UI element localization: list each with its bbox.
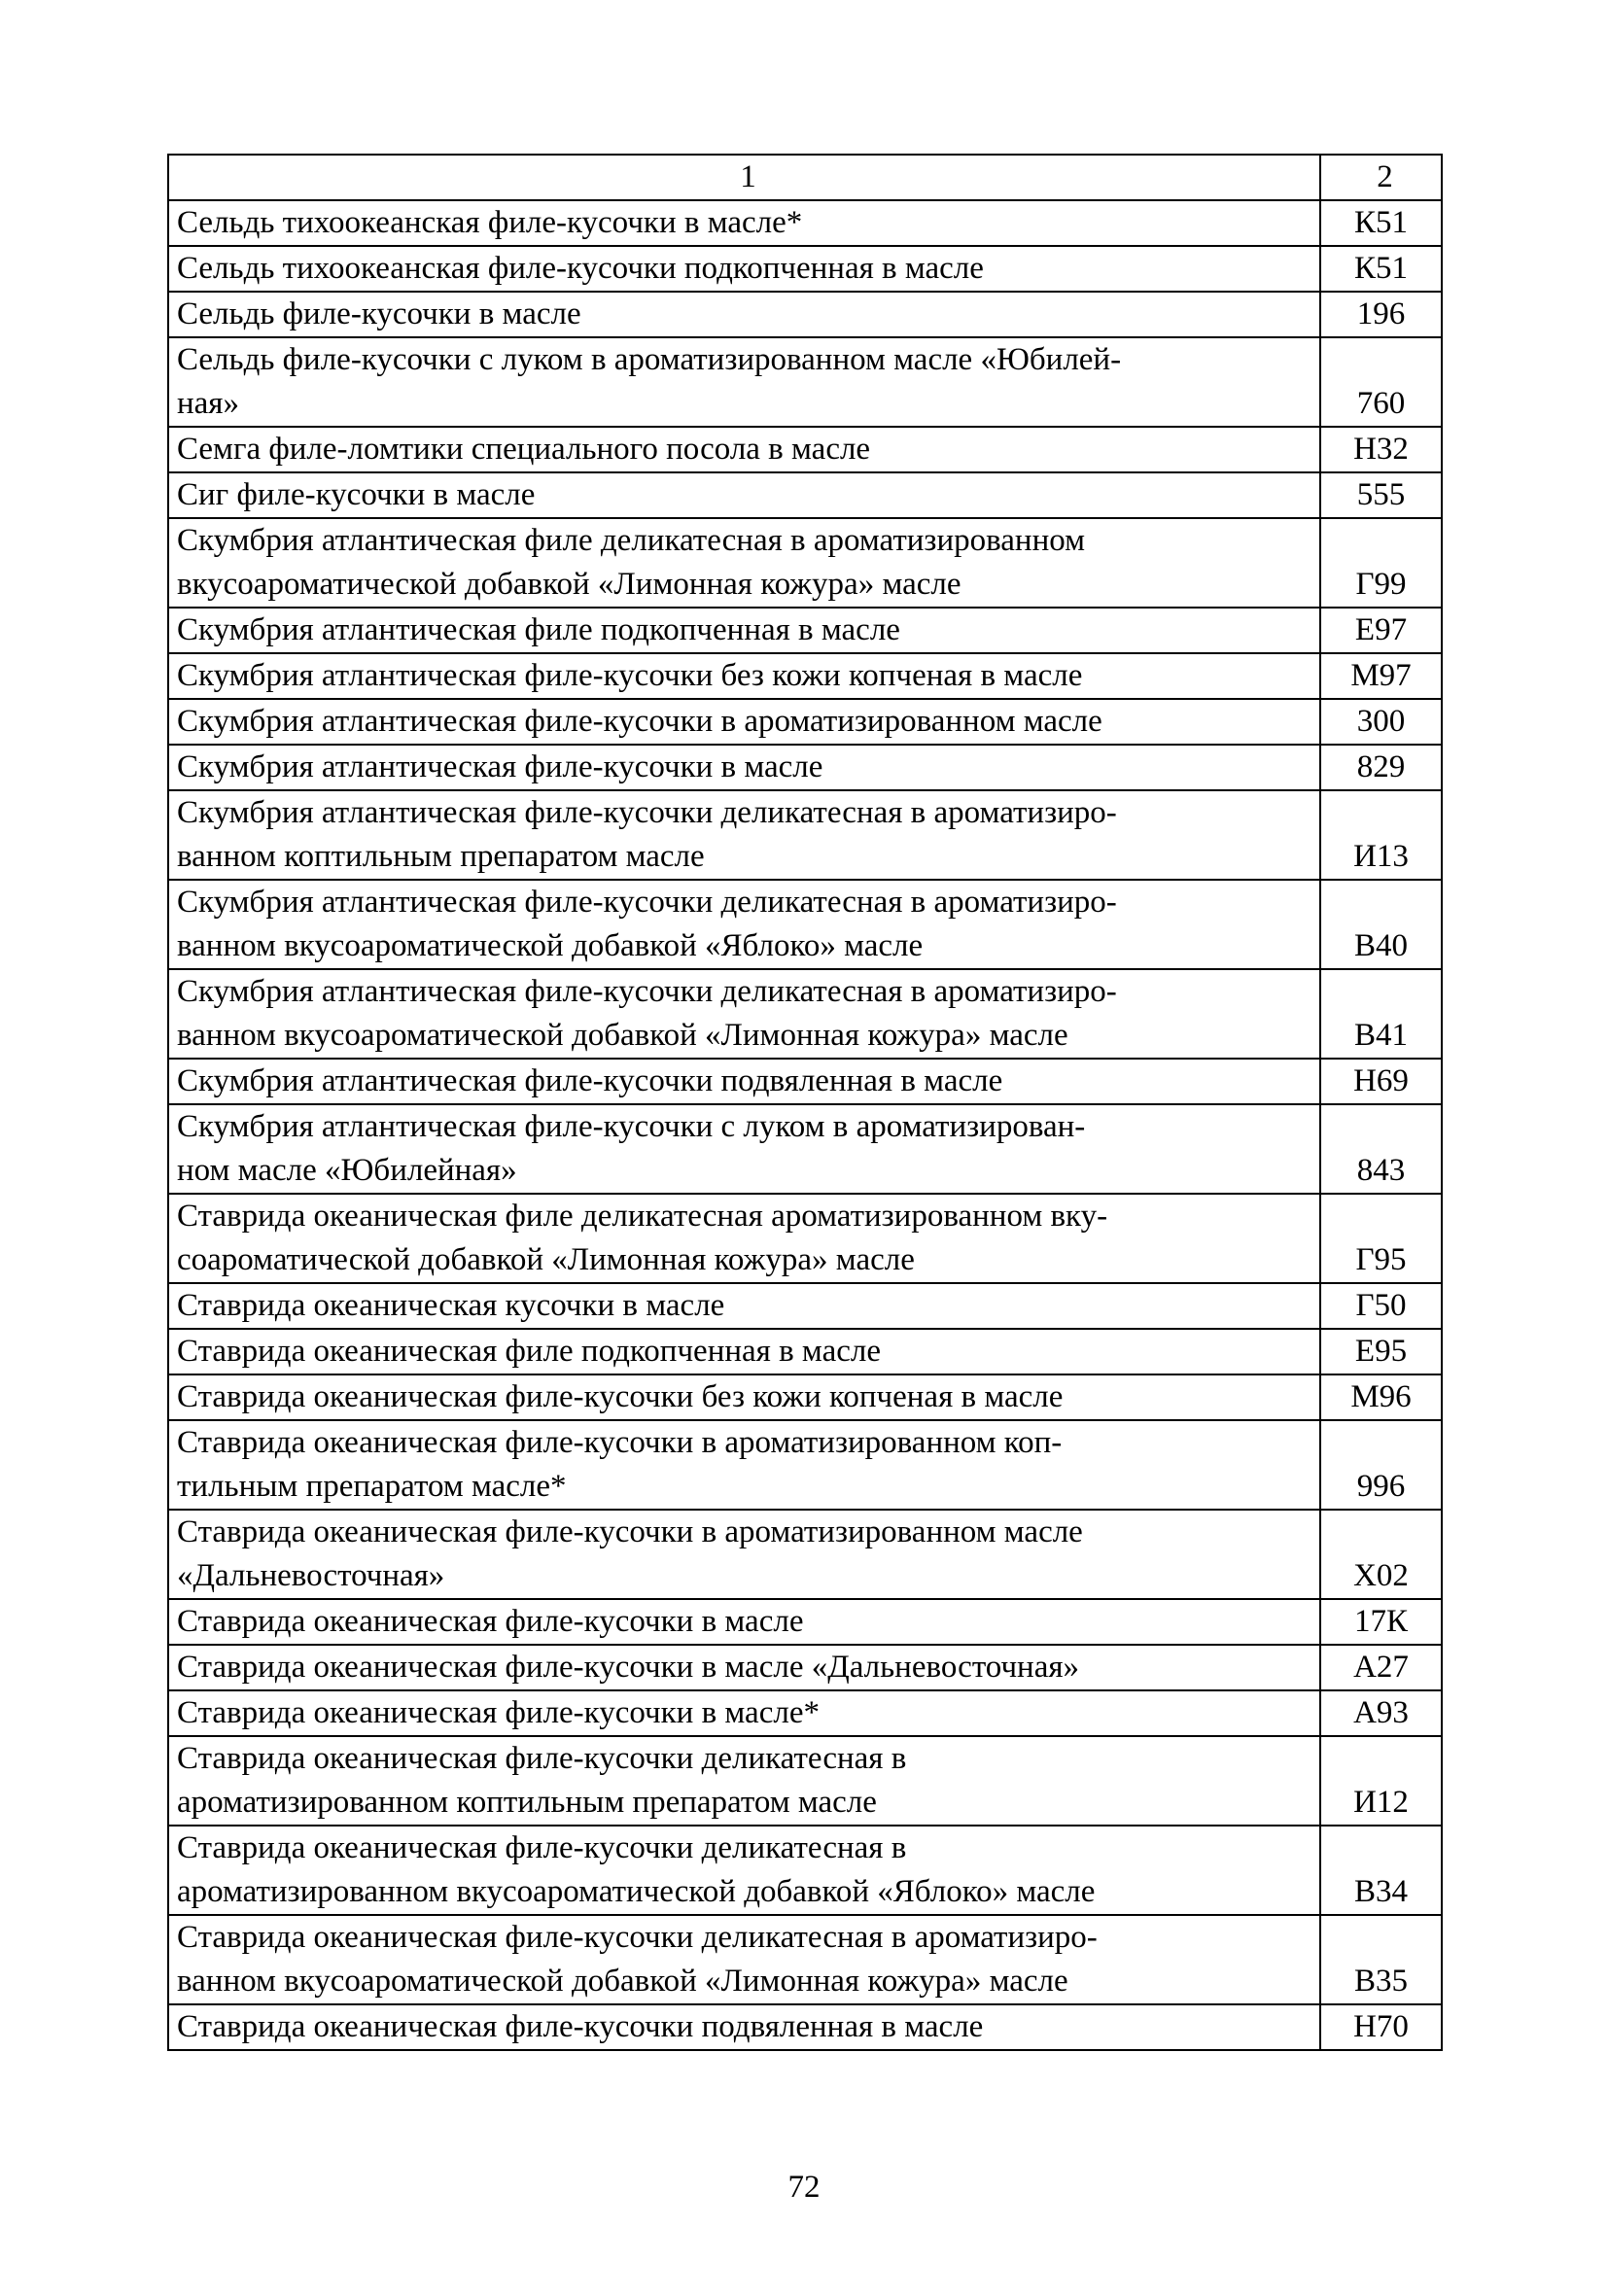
product-name-cell: Ставрида океаническая филе-кусочки в масле — [168, 1599, 1320, 1645]
product-code-cell: 555 — [1320, 472, 1442, 518]
table-row — [168, 337, 1442, 427]
table-row — [168, 246, 1442, 292]
table-row — [168, 1420, 1442, 1510]
product-code-cell: М96 — [1320, 1374, 1442, 1420]
product-name-cell: Семга филе-ломтики специального посола в масле — [168, 427, 1320, 472]
product-code-cell: 300 — [1320, 699, 1442, 745]
column-header-code: 2 — [1320, 155, 1442, 200]
product-code-cell: К51 — [1320, 200, 1442, 246]
product-code-cell: А93 — [1320, 1690, 1442, 1736]
table-row — [168, 1736, 1442, 1826]
product-name-cell: Ставрида океаническая филе-кусочки в масле «Дальневосточная» — [168, 1645, 1320, 1690]
table-row — [168, 1510, 1442, 1599]
table-row — [168, 1826, 1442, 1915]
product-name-cell: Ставрида океаническая филе-кусочки деликатесная в ароматизированном вкусоароматической добавкой «Яблоко» масле — [168, 1826, 1320, 1915]
product-code-cell: М97 — [1320, 653, 1442, 699]
product-code-cell: И13 — [1320, 790, 1442, 880]
table-row — [168, 472, 1442, 518]
product-name-cell: Скумбрия атлантическая филе-кусочки с луком в ароматизирован- ном масле «Юбилейная» — [168, 1104, 1320, 1194]
table-row — [168, 1194, 1442, 1283]
product-name-cell: Скумбрия атлантическая филе-кусочки в ароматизированном масле — [168, 699, 1320, 745]
product-name-cell: Сельдь тихоокеанская филе-кусочки в масле* — [168, 200, 1320, 246]
product-code-cell: К51 — [1320, 246, 1442, 292]
product-name-cell: Ставрида океаническая филе-кусочки без кожи копченая в масле — [168, 1374, 1320, 1420]
product-code-cell: В41 — [1320, 969, 1442, 1059]
table-row — [168, 969, 1442, 1059]
table-row — [168, 790, 1442, 880]
product-code-table — [167, 154, 1443, 2051]
page-number: 72 — [787, 2170, 821, 2205]
table-row — [168, 745, 1442, 790]
product-code-cell: 17К — [1320, 1599, 1442, 1645]
table-row — [168, 1690, 1442, 1736]
product-code-cell: Г99 — [1320, 518, 1442, 608]
product-name-cell: Скумбрия атлантическая филе-кусочки деликатесная в ароматизиро- ванном вкусоароматической добавкой «Лимонная кожура» масле — [168, 969, 1320, 1059]
product-code-cell: В34 — [1320, 1826, 1442, 1915]
product-code-cell: Е97 — [1320, 608, 1442, 653]
table-row — [168, 1059, 1442, 1104]
product-name-cell: Скумбрия атлантическая филе-кусочки деликатесная в ароматизиро- ванном вкусоароматической добавкой «Яблоко» масле — [168, 880, 1320, 969]
product-name-cell: Сиг филе-кусочки в масле — [168, 472, 1320, 518]
product-name-cell: Сельдь филе-кусочки с луком в ароматизированном масле «Юбилей- ная» — [168, 337, 1320, 427]
product-name-cell: Ставрида океаническая филе-кусочки в масле* — [168, 1690, 1320, 1736]
table-row — [168, 608, 1442, 653]
product-code-cell: Х02 — [1320, 1510, 1442, 1599]
product-code-cell: 996 — [1320, 1420, 1442, 1510]
product-code-cell: А27 — [1320, 1645, 1442, 1690]
product-code-cell: 829 — [1320, 745, 1442, 790]
product-name-cell: Скумбрия атлантическая филе-кусочки подвяленная в масле — [168, 1059, 1320, 1104]
product-name-cell: Сельдь тихоокеанская филе-кусочки подкопченная в масле — [168, 246, 1320, 292]
table-row — [168, 1374, 1442, 1420]
product-name-cell: Ставрида океаническая филе-кусочки подвяленная в масле — [168, 2004, 1320, 2050]
product-code-cell: И12 — [1320, 1736, 1442, 1826]
table-row — [168, 518, 1442, 608]
table-row — [168, 699, 1442, 745]
table-row — [168, 2004, 1442, 2050]
table-row — [168, 200, 1442, 246]
product-name-cell: Скумбрия атлантическая филе-кусочки в масле — [168, 745, 1320, 790]
product-name-cell: Ставрида океаническая филе-кусочки деликатесная в ароматизиро- ванном вкусоароматической добавкой «Лимонная кожура» масле — [168, 1915, 1320, 2004]
product-code-cell: В35 — [1320, 1915, 1442, 2004]
table-row — [168, 880, 1442, 969]
product-code-cell: Н32 — [1320, 427, 1442, 472]
product-code-cell: Г50 — [1320, 1283, 1442, 1329]
table-row — [168, 1329, 1442, 1374]
table-header-row — [168, 155, 1442, 200]
product-name-cell: Скумбрия атлантическая филе деликатесная в ароматизированном вкусоароматической добавкой «Лимонная кожура» масле — [168, 518, 1320, 608]
table-row — [168, 653, 1442, 699]
table-row — [168, 1599, 1442, 1645]
table-row — [168, 292, 1442, 337]
product-name-cell: Скумбрия атлантическая филе-кусочки без кожи копченая в масле — [168, 653, 1320, 699]
table-row — [168, 427, 1442, 472]
product-name-cell: Скумбрия атлантическая филе-кусочки деликатесная в ароматизиро- ванном коптильным препаратом масле — [168, 790, 1320, 880]
product-code-cell: Н69 — [1320, 1059, 1442, 1104]
product-name-cell: Сельдь филе-кусочки в масле — [168, 292, 1320, 337]
product-name-cell: Ставрида океаническая филе деликатесная ароматизированном вку- соароматической добавкой «Лимонная кожура» масле — [168, 1194, 1320, 1283]
product-code-cell: Е95 — [1320, 1329, 1442, 1374]
product-code-cell: 843 — [1320, 1104, 1442, 1194]
product-code-cell: В40 — [1320, 880, 1442, 969]
product-name-cell: Ставрида океаническая филе-кусочки деликатесная в ароматизированном коптильным препаратом масле — [168, 1736, 1320, 1826]
product-name-cell: Скумбрия атлантическая филе подкопченная в масле — [168, 608, 1320, 653]
table-row — [168, 1104, 1442, 1194]
product-code-cell: Г95 — [1320, 1194, 1442, 1283]
product-name-cell: Ставрида океаническая кусочки в масле — [168, 1283, 1320, 1329]
product-name-cell: Ставрида океаническая филе-кусочки в ароматизированном коп- тильным препаратом масле* — [168, 1420, 1320, 1510]
product-code-cell: 196 — [1320, 292, 1442, 337]
column-header-name: 1 — [168, 155, 1320, 200]
product-name-cell: Ставрида океаническая филе-кусочки в ароматизированном масле «Дальневосточная» — [168, 1510, 1320, 1599]
product-code-cell: Н70 — [1320, 2004, 1442, 2050]
table-row — [168, 1645, 1442, 1690]
table-row — [168, 1915, 1442, 2004]
product-code-cell: 760 — [1320, 337, 1442, 427]
table-row — [168, 1283, 1442, 1329]
product-name-cell: Ставрида океаническая филе подкопченная в масле — [168, 1329, 1320, 1374]
table-body — [168, 155, 1442, 2050]
